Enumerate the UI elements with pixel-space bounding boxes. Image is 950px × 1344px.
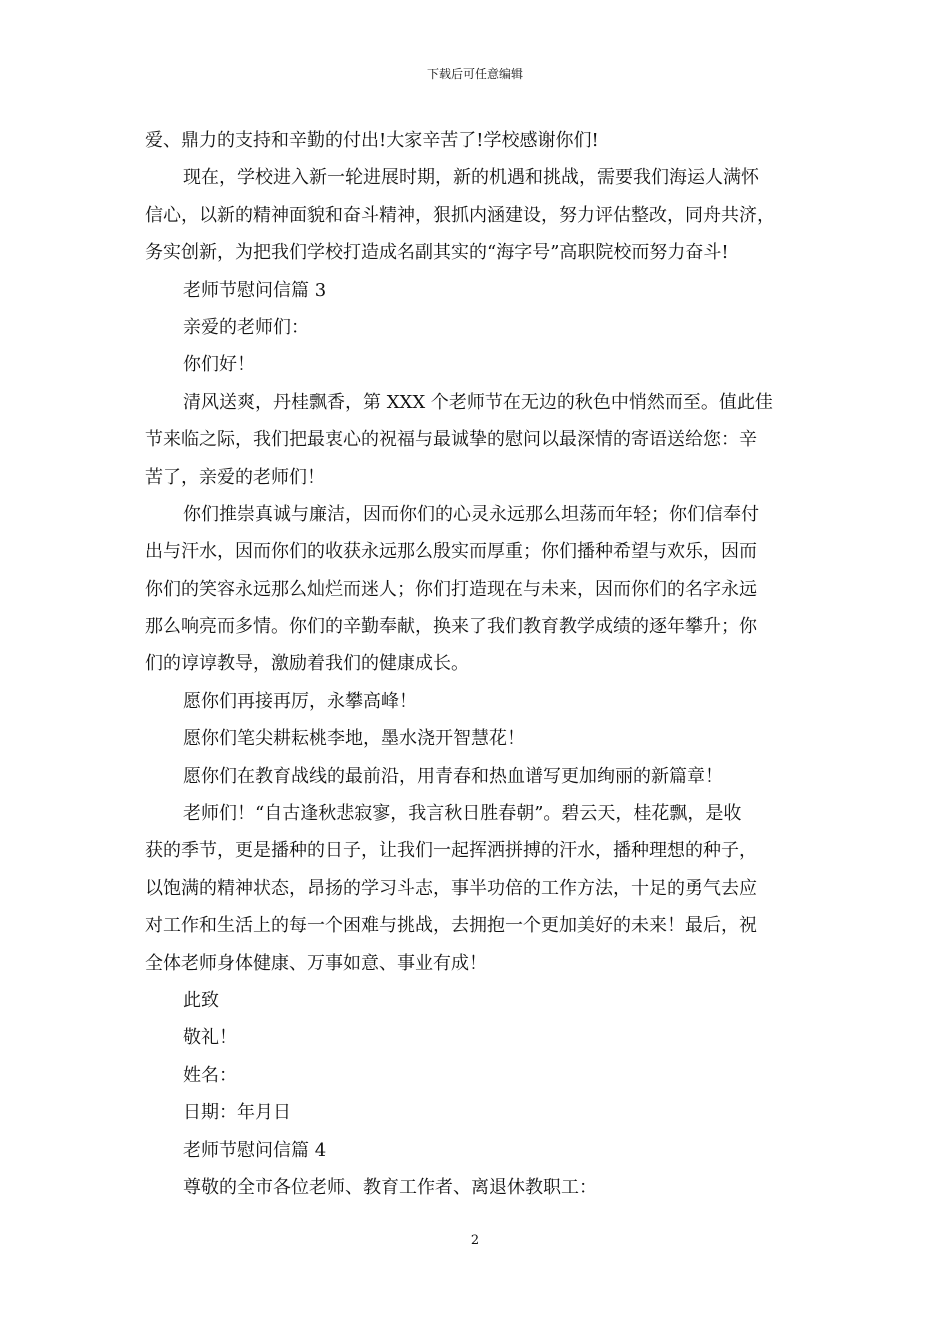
text-line: 那么响亮而多情。你们的辛勤奉献，换来了我们教育教学成绩的逐年攀升；你 [145,616,757,638]
text-line: 愿你们再接再厉，永攀高峰！ [183,690,417,712]
text-line: 你们的笑容永远那么灿烂而迷人；你们打造现在与未来，因而你们的名字永远 [145,578,757,600]
text-line: 获的季节，更是播种的日子，让我们一起挥洒拼搏的汗水，播种理想的种子， [145,840,757,862]
text-line: 节来临之际，我们把最衷心的祝福与最诚挚的慰问以最深情的寄语送给您：辛 [145,429,757,451]
text-line: 爱、鼎力的支持和辛勤的付出!大家辛苦了!学校感谢你们! [145,130,599,151]
signature-date: 日期：年月日 [183,1102,291,1124]
document-body [145,122,810,1206]
text-line: 出与汗水，因而你们的收获永远那么殷实而厚重；你们播种希望与欢乐，因而 [145,541,757,563]
text-line: 全体老师身体健康、万事如意、事业有成！ [145,952,487,974]
page-header: 下载后可任意编辑 [426,67,523,81]
page-number: 2 [470,1233,480,1248]
text-line: 信心，以新的精神面貌和奋斗精神，狠抓内涵建设，努力评估整改，同舟共济， [145,204,775,226]
signature-name: 姓名： [183,1064,237,1086]
text-line: 愿你们笔尖耕耘桃李地，墨水浇开智慧花！ [183,728,525,750]
text-line: 老师们！“自古逢秋悲寂寥，我言秋日胜春朝”。碧云天，桂花飘，是收 [183,803,742,825]
text-line: 苦了，亲爱的老师们！ [145,466,325,488]
text-line: 以饱满的精神状态，昂扬的学习斗志，事半功倍的工作方法，十足的勇气去应 [145,877,757,899]
section-heading: 老师节慰问信篇 3 [183,279,327,301]
closing-line: 敬礼！ [183,1027,237,1049]
section-heading: 老师节慰问信篇 4 [183,1139,327,1161]
text-line: 清风送爽，丹桂飘香，第 XXX 个老师节在无边的秋色中悄然而至。值此佳 [183,391,773,413]
text-line: 们的谆谆教导，激励着我们的健康成长。 [145,653,469,675]
text-line: 你们推崇真诚与廉洁，因而你们的心灵永远那么坦荡而年轻；你们信奉付 [183,503,759,525]
text-line: 对工作和生活上的每一个困难与挑战，去拥抱一个更加美好的未来！最后，祝 [145,915,757,937]
text-line: 务实创新，为把我们学校打造成名副其实的“海字号”高职院校而努力奋斗! [145,242,729,264]
salutation: 亲爱的老师们： [183,316,309,338]
text-line: 现在，学校进入新一轮进展时期，新的机遇和挑战，需要我们海运人满怀 [183,167,759,189]
text-line: 愿你们在教育战线的最前沿，用青春和热血谱写更加绚丽的新篇章！ [183,765,723,787]
salutation: 尊敬的全市各位老师、教育工作者、离退休教职工： [183,1176,597,1198]
closing-line: 此致 [183,989,219,1011]
greeting: 你们好！ [183,354,255,376]
